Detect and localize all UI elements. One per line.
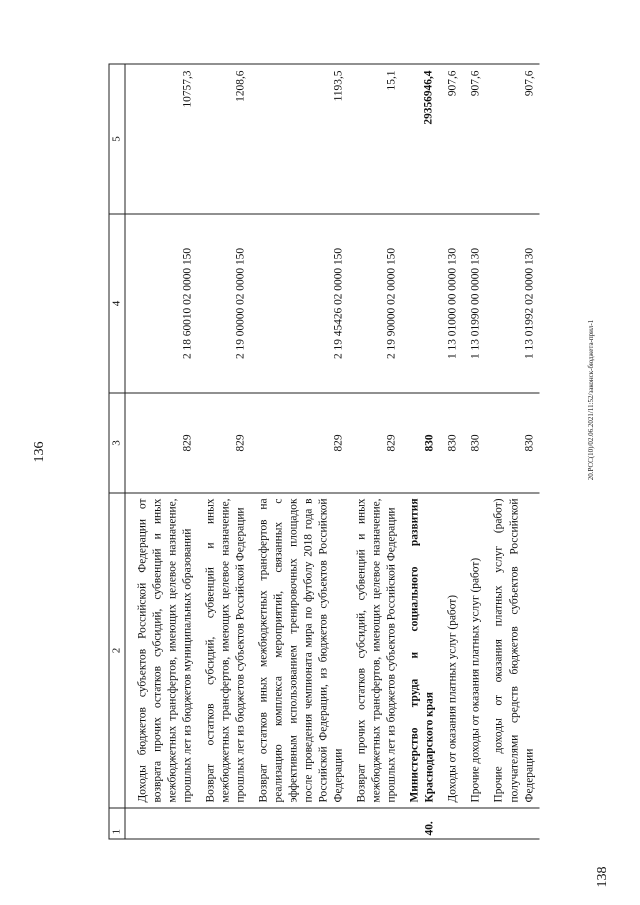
page-number-bottom: 138	[595, 866, 610, 888]
row-budget-code: 2 19 00000 02 0000 150	[197, 214, 250, 393]
row-admin-code: 829	[250, 393, 348, 493]
row-amount: 15,1	[349, 64, 402, 214]
table-row	[197, 64, 250, 839]
header-col-1: 1	[109, 808, 125, 839]
row-budget-code	[402, 214, 440, 393]
row-amount: 907,6	[440, 64, 463, 214]
row-amount: 907,6	[463, 64, 486, 214]
row-budget-code: 1 13 01000 00 0000 130	[440, 214, 463, 393]
file-identifier: 20.РСС(10)/02.06.2021/11:52/законск-бюджета-прил-1	[587, 319, 595, 481]
row-admin-code: 829	[349, 393, 402, 493]
row-admin-code: 829	[197, 393, 250, 493]
row-number	[349, 808, 402, 839]
row-name: Возврат остатков иных межбюджетных трансфертов на реализацию комплекса мероприятий, связанных с эффективным использованием тренировочных площадок после проведения чемпионата мира по футболу 2018 года в Российской Федерации, из бюджетов субъектов Российской Федерации	[250, 493, 348, 808]
table-row	[125, 64, 198, 839]
header-col-3: 3	[109, 393, 125, 493]
page-number-top: 136	[32, 441, 47, 463]
row-number: 40.	[402, 808, 440, 839]
table-row	[349, 64, 402, 839]
row-amount: 29356946,4	[402, 64, 440, 214]
table-row	[486, 64, 539, 839]
header-col-4: 4	[109, 214, 125, 393]
row-name: Возврат прочих остатков субсидий, субвенций и иных межбюджетных трансфертов, имеющих целевое назначение, прошлых лет из бюджетов субъектов Российской Федерации	[349, 493, 402, 808]
row-budget-code: 1 13 01990 00 0000 130	[463, 214, 486, 393]
header-col-2: 2	[109, 493, 125, 808]
budget-table-rotated	[109, 65, 587, 840]
row-number	[463, 808, 486, 839]
row-admin-code: 830	[440, 393, 463, 493]
row-admin-code: 830	[486, 393, 539, 493]
row-name: Доходы бюджетов субъектов Российской Федерации от возврата прочих остатков субсидий, субвенций и иных межбюджетных трансфертов, имеющих целевое назначение, прошлых лет из бюджетов муниципальных образований	[125, 493, 198, 808]
header-col-5: 5	[109, 64, 125, 214]
row-amount: 907,6	[486, 64, 539, 214]
row-amount: 10757,3	[125, 64, 198, 214]
table-header-row	[109, 64, 125, 839]
row-amount: 1193,5	[250, 64, 348, 214]
table-row	[250, 64, 348, 839]
table-row	[402, 64, 440, 839]
row-number	[440, 808, 463, 839]
row-amount: 1208,6	[197, 64, 250, 214]
row-budget-code: 1 13 01992 02 0000 130	[486, 214, 539, 393]
row-budget-code: 2 18 60010 02 0000 150	[125, 214, 198, 393]
row-admin-code: 830	[402, 393, 440, 493]
row-name: Прочие доходы от оказания платных услуг (работ)	[463, 493, 486, 808]
table-row	[440, 64, 463, 839]
row-name: Доходы от оказания платных услуг (работ)	[440, 493, 463, 808]
row-admin-code: 830	[463, 393, 486, 493]
row-name: Возврат остатков субсидий, субвенций и иных межбюджетных трансфертов, имеющих целевое назначение, прошлых лет из бюджетов субъектов Российской Федерации	[197, 493, 250, 808]
row-name: Прочие доходы от оказания платных услуг (работ) получателями средств бюджетов субъектов Российской Федерации	[486, 493, 539, 808]
budget-table	[109, 64, 540, 840]
row-number	[197, 808, 250, 839]
row-number	[486, 808, 539, 839]
table-row	[463, 64, 486, 839]
row-budget-code: 2 19 45426 02 0000 150	[250, 214, 348, 393]
row-name: Министерство труда и социального развития Краснодарского края	[402, 493, 440, 808]
row-budget-code: 2 19 90000 02 0000 150	[349, 214, 402, 393]
row-number	[125, 808, 198, 839]
row-admin-code: 829	[125, 393, 198, 493]
row-number	[250, 808, 348, 839]
